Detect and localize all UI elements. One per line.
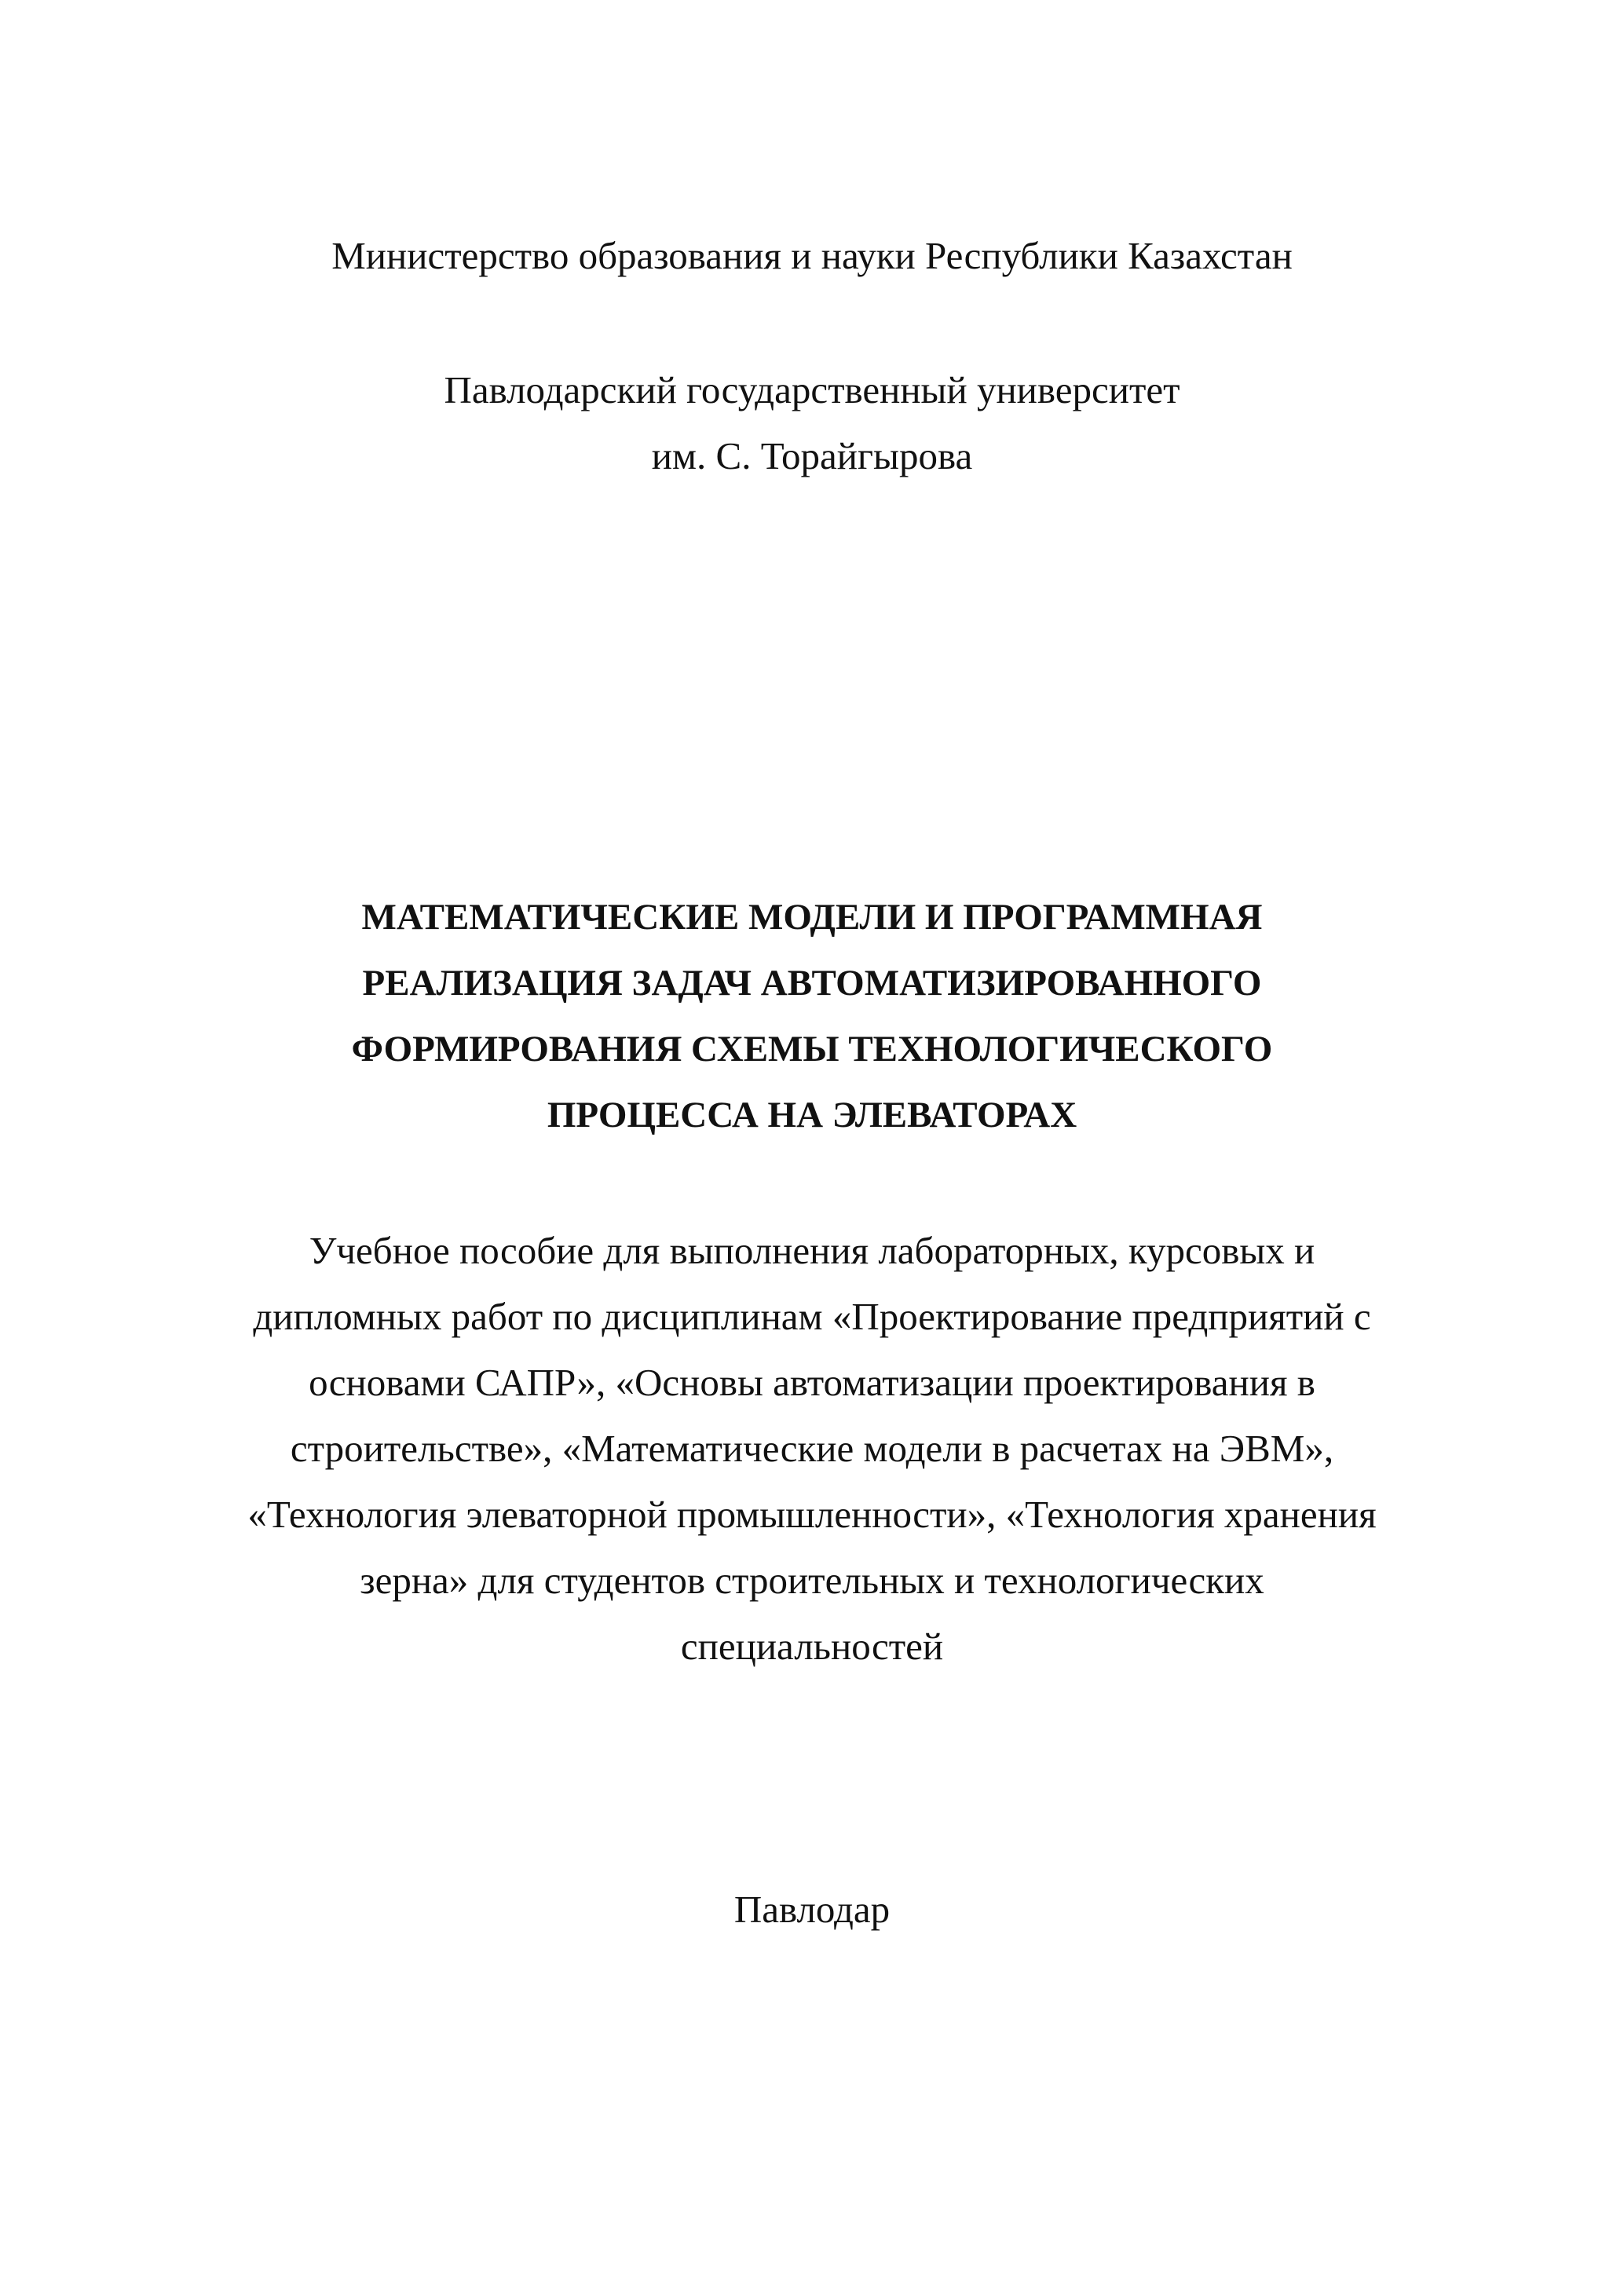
title-line-3: ФОРМИРОВАНИЯ СХЕМЫ ТЕХНОЛОГИЧЕСКОГО	[351, 1029, 1273, 1069]
ministry-line: Министерство образования и науки Республики Казахстан	[331, 234, 1293, 277]
subtitle-line-7: специальностей	[680, 1625, 944, 1668]
subtitle-line-1: Учебное пособие для выполнения лабораторных, курсовых и	[309, 1229, 1315, 1272]
subtitle-line-5: «Технология элеваторной промышленности», «Технология хранения	[247, 1493, 1377, 1536]
title-line-1: МАТЕМАТИЧЕСКИЕ МОДЕЛИ И ПРОГРАММНАЯ	[361, 897, 1263, 938]
university-line-1: Павлодарский государственный университет	[444, 368, 1180, 411]
title-line-4: ПРОЦЕССА НА ЭЛЕВАТОРАХ	[547, 1095, 1077, 1135]
university-line-2: им. С. Торайгырова	[651, 434, 973, 477]
subtitle-line-3: основами САПР», «Основы автоматизации проектирования в	[309, 1361, 1315, 1404]
title-line-2: РЕАЛИЗАЦИЯ ЗАДАЧ АВТОМАТИЗИРОВАННОГО	[362, 963, 1262, 1004]
city-line: Павлодар	[733, 1888, 891, 1931]
subtitle-line-4: строительстве», «Математические модели в расчетах на ЭВМ»,	[290, 1427, 1334, 1470]
subtitle-line-6: зерна» для студентов строительных и технологических	[360, 1559, 1264, 1602]
subtitle-line-2: дипломных работ по дисциплинам «Проектирование предприятий с	[253, 1295, 1371, 1338]
